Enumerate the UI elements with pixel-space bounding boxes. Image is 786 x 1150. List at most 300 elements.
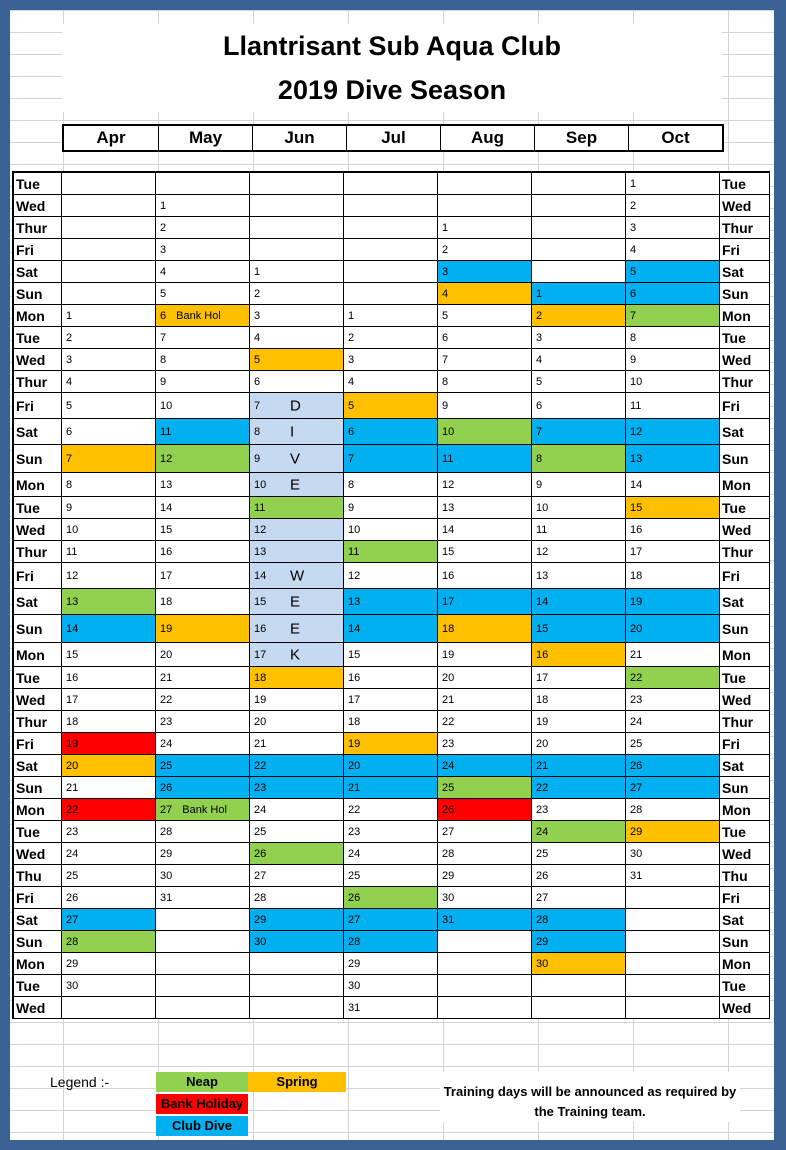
- date-cell-oct[interactable]: [626, 497, 720, 519]
- date-cell-oct[interactable]: [626, 589, 720, 615]
- date-cell-aug[interactable]: [438, 371, 532, 393]
- date-cell-may[interactable]: [156, 371, 250, 393]
- date-cell-may[interactable]: [156, 261, 250, 283]
- date-cell-aug[interactable]: [438, 239, 532, 261]
- date-cell-jun[interactable]: [250, 689, 344, 711]
- date-cell-jun[interactable]: [250, 615, 344, 643]
- date-cell-oct[interactable]: [626, 643, 720, 667]
- date-cell-aug[interactable]: [438, 843, 532, 865]
- date-cell-may[interactable]: [156, 755, 250, 777]
- date-cell-jun[interactable]: [250, 667, 344, 689]
- date-cell-jul[interactable]: [344, 755, 438, 777]
- date-cell-aug[interactable]: [438, 519, 532, 541]
- date-cell-aug[interactable]: [438, 305, 532, 327]
- date-cell-sep[interactable]: [532, 667, 626, 689]
- date-cell-may[interactable]: [156, 173, 250, 195]
- date-cell-jun[interactable]: [250, 473, 344, 497]
- date-cell-may[interactable]: [156, 997, 250, 1019]
- date-cell-jun[interactable]: [250, 541, 344, 563]
- date-cell-jun[interactable]: [250, 419, 344, 445]
- date-cell-may[interactable]: [156, 563, 250, 589]
- date-number: 13: [160, 478, 173, 491]
- legend-club-dive: Club Dive: [156, 1116, 248, 1136]
- date-cell-sep[interactable]: [532, 997, 626, 1019]
- date-cell-apr[interactable]: [62, 217, 156, 239]
- date-cell-jun[interactable]: [250, 953, 344, 975]
- date-cell-may[interactable]: [156, 327, 250, 349]
- date-cell-aug[interactable]: [438, 615, 532, 643]
- date-number: 16: [348, 671, 361, 684]
- date-cell-sep[interactable]: [532, 305, 626, 327]
- date-cell-may[interactable]: [156, 799, 250, 821]
- date-cell-oct[interactable]: [626, 173, 720, 195]
- date-cell-apr[interactable]: [62, 349, 156, 371]
- date-cell-jul[interactable]: [344, 217, 438, 239]
- date-cell-apr[interactable]: [62, 689, 156, 711]
- date-cell-sep[interactable]: [532, 173, 626, 195]
- calendar-row: [14, 305, 770, 327]
- date-cell-aug[interactable]: [438, 643, 532, 667]
- date-cell-sep[interactable]: [532, 777, 626, 799]
- date-cell-jul[interactable]: [344, 931, 438, 953]
- date-cell-jul[interactable]: [344, 733, 438, 755]
- date-cell-jun[interactable]: [250, 497, 344, 519]
- date-cell-jul[interactable]: [344, 519, 438, 541]
- date-cell-sep[interactable]: [532, 821, 626, 843]
- date-cell-oct[interactable]: [626, 541, 720, 563]
- date-cell-sep[interactable]: [532, 519, 626, 541]
- date-cell-aug[interactable]: [438, 777, 532, 799]
- date-cell-may[interactable]: [156, 643, 250, 667]
- date-cell-may[interactable]: [156, 519, 250, 541]
- calendar-row: [14, 349, 770, 371]
- date-cell-apr[interactable]: [62, 865, 156, 887]
- date-number: 20: [442, 671, 455, 684]
- date-cell-aug[interactable]: [438, 473, 532, 497]
- date-cell-jul[interactable]: [344, 419, 438, 445]
- date-cell-jul[interactable]: [344, 953, 438, 975]
- date-cell-sep[interactable]: [532, 327, 626, 349]
- date-cell-jun[interactable]: [250, 173, 344, 195]
- date-cell-apr[interactable]: [62, 283, 156, 305]
- weekday-label-left: Wed: [14, 689, 62, 711]
- date-cell-may[interactable]: [156, 843, 250, 865]
- date-cell-aug[interactable]: [438, 689, 532, 711]
- date-cell-apr[interactable]: [62, 843, 156, 865]
- date-cell-oct[interactable]: [626, 239, 720, 261]
- weekday-label-right: Sat: [720, 909, 770, 931]
- date-cell-may[interactable]: [156, 419, 250, 445]
- date-cell-aug[interactable]: [438, 173, 532, 195]
- date-number: 19: [254, 693, 267, 706]
- date-cell-oct[interactable]: [626, 733, 720, 755]
- date-cell-oct[interactable]: [626, 445, 720, 473]
- date-cell-jul[interactable]: [344, 541, 438, 563]
- calendar-row: [14, 865, 770, 887]
- date-cell-jun[interactable]: [250, 563, 344, 589]
- date-cell-oct[interactable]: [626, 821, 720, 843]
- date-cell-jul[interactable]: [344, 865, 438, 887]
- date-cell-oct[interactable]: [626, 975, 720, 997]
- date-cell-sep[interactable]: [532, 195, 626, 217]
- date-cell-apr[interactable]: [62, 953, 156, 975]
- date-cell-jul[interactable]: [344, 643, 438, 667]
- date-cell-jun[interactable]: [250, 865, 344, 887]
- date-cell-jul[interactable]: [344, 261, 438, 283]
- date-cell-jul[interactable]: [344, 563, 438, 589]
- date-number: 8: [630, 331, 637, 344]
- date-cell-apr[interactable]: [62, 589, 156, 615]
- date-cell-jul[interactable]: [344, 843, 438, 865]
- date-cell-sep[interactable]: [532, 563, 626, 589]
- date-number: 8: [442, 375, 449, 388]
- date-cell-jun[interactable]: [250, 371, 344, 393]
- date-cell-sep[interactable]: [532, 843, 626, 865]
- date-cell-aug[interactable]: [438, 261, 532, 283]
- calendar-row: [14, 371, 770, 393]
- weekday-label-right: Sat: [720, 589, 770, 615]
- date-cell-may[interactable]: [156, 953, 250, 975]
- date-cell-jun[interactable]: [250, 975, 344, 997]
- date-cell-may[interactable]: [156, 217, 250, 239]
- date-cell-jun[interactable]: [250, 909, 344, 931]
- date-cell-may[interactable]: [156, 195, 250, 217]
- date-cell-jun[interactable]: [250, 283, 344, 305]
- date-cell-jun[interactable]: [250, 821, 344, 843]
- date-cell-aug[interactable]: [438, 711, 532, 733]
- date-cell-oct[interactable]: [626, 371, 720, 393]
- calendar-row: [14, 327, 770, 349]
- date-cell-jul[interactable]: [344, 173, 438, 195]
- date-cell-apr[interactable]: [62, 445, 156, 473]
- date-cell-jun[interactable]: [250, 755, 344, 777]
- date-cell-apr[interactable]: [62, 887, 156, 909]
- weekday-label-right: Sat: [720, 755, 770, 777]
- date-cell-sep[interactable]: [532, 217, 626, 239]
- date-cell-jun[interactable]: [250, 843, 344, 865]
- date-cell-aug[interactable]: [438, 327, 532, 349]
- date-cell-aug[interactable]: [438, 865, 532, 887]
- date-cell-sep[interactable]: [532, 689, 626, 711]
- date-number: 15: [348, 648, 361, 661]
- date-cell-may[interactable]: [156, 541, 250, 563]
- date-number: 21: [442, 693, 455, 706]
- date-number: 23: [66, 825, 79, 838]
- date-cell-may[interactable]: [156, 931, 250, 953]
- date-cell-apr[interactable]: [62, 541, 156, 563]
- date-cell-sep[interactable]: [532, 473, 626, 497]
- date-cell-sep[interactable]: [532, 261, 626, 283]
- date-cell-sep[interactable]: [532, 541, 626, 563]
- date-cell-jul[interactable]: [344, 777, 438, 799]
- date-cell-aug[interactable]: [438, 445, 532, 473]
- date-cell-apr[interactable]: [62, 497, 156, 519]
- date-cell-sep[interactable]: [532, 865, 626, 887]
- date-cell-may[interactable]: [156, 975, 250, 997]
- date-cell-may[interactable]: [156, 667, 250, 689]
- date-cell-oct[interactable]: [626, 997, 720, 1019]
- date-cell-oct[interactable]: [626, 393, 720, 419]
- date-cell-apr[interactable]: [62, 239, 156, 261]
- date-cell-may[interactable]: [156, 865, 250, 887]
- date-number: 20: [254, 715, 267, 728]
- date-cell-jun[interactable]: [250, 349, 344, 371]
- date-cell-aug[interactable]: [438, 931, 532, 953]
- date-cell-jul[interactable]: [344, 909, 438, 931]
- date-cell-aug[interactable]: [438, 217, 532, 239]
- date-cell-may[interactable]: [156, 589, 250, 615]
- date-cell-jul[interactable]: [344, 615, 438, 643]
- date-cell-jun[interactable]: [250, 931, 344, 953]
- date-cell-sep[interactable]: [532, 283, 626, 305]
- date-cell-apr[interactable]: [62, 305, 156, 327]
- weekday-label-left: Thur: [14, 541, 62, 563]
- date-cell-oct[interactable]: [626, 931, 720, 953]
- date-cell-sep[interactable]: [532, 975, 626, 997]
- date-cell-oct[interactable]: [626, 711, 720, 733]
- date-cell-jul[interactable]: [344, 349, 438, 371]
- date-cell-may[interactable]: [156, 733, 250, 755]
- date-cell-jul[interactable]: [344, 821, 438, 843]
- date-cell-apr[interactable]: [62, 563, 156, 589]
- date-cell-jul[interactable]: [344, 799, 438, 821]
- date-number: 17: [66, 693, 79, 706]
- date-cell-sep[interactable]: [532, 615, 626, 643]
- date-cell-sep[interactable]: [532, 643, 626, 667]
- date-cell-aug[interactable]: [438, 563, 532, 589]
- date-cell-jul[interactable]: [344, 997, 438, 1019]
- date-cell-may[interactable]: [156, 497, 250, 519]
- date-cell-may[interactable]: [156, 393, 250, 419]
- date-cell-jul[interactable]: [344, 689, 438, 711]
- date-cell-may[interactable]: [156, 239, 250, 261]
- date-cell-may[interactable]: [156, 887, 250, 909]
- date-cell-aug[interactable]: [438, 821, 532, 843]
- date-cell-aug[interactable]: [438, 393, 532, 419]
- date-cell-apr[interactable]: [62, 615, 156, 643]
- date-cell-apr[interactable]: [62, 755, 156, 777]
- date-cell-oct[interactable]: [626, 195, 720, 217]
- date-cell-oct[interactable]: [626, 865, 720, 887]
- date-number: 24: [254, 803, 267, 816]
- date-cell-jun[interactable]: [250, 327, 344, 349]
- date-cell-apr[interactable]: [62, 393, 156, 419]
- date-cell-aug[interactable]: [438, 799, 532, 821]
- date-cell-jul[interactable]: [344, 239, 438, 261]
- date-cell-sep[interactable]: [532, 931, 626, 953]
- date-number: 16: [66, 671, 79, 684]
- date-cell-oct[interactable]: [626, 473, 720, 497]
- date-cell-oct[interactable]: [626, 519, 720, 541]
- date-cell-aug[interactable]: [438, 887, 532, 909]
- date-cell-may[interactable]: [156, 473, 250, 497]
- date-cell-apr[interactable]: [62, 821, 156, 843]
- date-cell-sep[interactable]: [532, 887, 626, 909]
- date-cell-oct[interactable]: [626, 777, 720, 799]
- date-number: 30: [348, 979, 361, 992]
- date-cell-jul[interactable]: [344, 975, 438, 997]
- date-cell-sep[interactable]: [532, 755, 626, 777]
- date-cell-may[interactable]: [156, 445, 250, 473]
- date-cell-oct[interactable]: [626, 953, 720, 975]
- date-cell-oct[interactable]: [626, 755, 720, 777]
- date-cell-jul[interactable]: [344, 327, 438, 349]
- date-cell-apr[interactable]: [62, 711, 156, 733]
- date-cell-sep[interactable]: [532, 239, 626, 261]
- date-cell-oct[interactable]: [626, 799, 720, 821]
- date-number: 17: [536, 671, 549, 684]
- date-cell-oct[interactable]: [626, 909, 720, 931]
- date-cell-aug[interactable]: [438, 909, 532, 931]
- date-cell-aug[interactable]: [438, 997, 532, 1019]
- date-cell-aug[interactable]: [438, 283, 532, 305]
- date-cell-aug[interactable]: [438, 953, 532, 975]
- date-cell-jul[interactable]: [344, 667, 438, 689]
- date-cell-apr[interactable]: [62, 473, 156, 497]
- date-cell-jul[interactable]: [344, 497, 438, 519]
- date-cell-apr[interactable]: [62, 975, 156, 997]
- date-cell-may[interactable]: [156, 711, 250, 733]
- date-cell-jul[interactable]: [344, 371, 438, 393]
- date-cell-aug[interactable]: [438, 419, 532, 445]
- date-cell-sep[interactable]: [532, 799, 626, 821]
- date-number: 30: [66, 979, 79, 992]
- date-number: 30: [254, 935, 267, 948]
- date-cell-jun[interactable]: [250, 195, 344, 217]
- calendar-row: [14, 777, 770, 799]
- date-cell-oct[interactable]: [626, 615, 720, 643]
- date-cell-jul[interactable]: [344, 473, 438, 497]
- date-cell-jun[interactable]: [250, 799, 344, 821]
- date-cell-oct[interactable]: [626, 327, 720, 349]
- date-cell-may[interactable]: [156, 283, 250, 305]
- date-cell-apr[interactable]: [62, 519, 156, 541]
- date-cell-aug[interactable]: [438, 589, 532, 615]
- date-cell-oct[interactable]: [626, 419, 720, 445]
- date-cell-may[interactable]: [156, 615, 250, 643]
- date-cell-jun[interactable]: [250, 643, 344, 667]
- date-cell-oct[interactable]: [626, 261, 720, 283]
- date-cell-jun[interactable]: [250, 519, 344, 541]
- weekday-label-left: Mon: [14, 953, 62, 975]
- date-cell-jun[interactable]: [250, 217, 344, 239]
- date-cell-may[interactable]: [156, 689, 250, 711]
- date-cell-apr[interactable]: [62, 931, 156, 953]
- date-cell-jun[interactable]: [250, 445, 344, 473]
- date-cell-may[interactable]: [156, 821, 250, 843]
- date-cell-jun[interactable]: [250, 261, 344, 283]
- date-cell-oct[interactable]: [626, 667, 720, 689]
- date-cell-sep[interactable]: [532, 909, 626, 931]
- date-cell-apr[interactable]: [62, 667, 156, 689]
- date-cell-sep[interactable]: [532, 419, 626, 445]
- date-cell-oct[interactable]: [626, 217, 720, 239]
- date-cell-oct[interactable]: [626, 305, 720, 327]
- date-cell-aug[interactable]: [438, 497, 532, 519]
- date-cell-jun[interactable]: [250, 393, 344, 419]
- date-cell-jun[interactable]: [250, 711, 344, 733]
- date-cell-aug[interactable]: [438, 195, 532, 217]
- weekday-label-right: Mon: [720, 473, 770, 497]
- date-cell-jul[interactable]: [344, 305, 438, 327]
- date-number: 2: [630, 199, 637, 212]
- date-cell-jul[interactable]: [344, 887, 438, 909]
- date-number: 15: [630, 501, 643, 514]
- date-cell-apr[interactable]: [62, 195, 156, 217]
- date-cell-apr[interactable]: [62, 799, 156, 821]
- date-cell-jun[interactable]: [250, 997, 344, 1019]
- date-cell-jun[interactable]: [250, 305, 344, 327]
- date-cell-jun[interactable]: [250, 239, 344, 261]
- date-cell-jun[interactable]: [250, 733, 344, 755]
- date-cell-apr[interactable]: [62, 419, 156, 445]
- date-cell-oct[interactable]: [626, 843, 720, 865]
- date-cell-sep[interactable]: [532, 733, 626, 755]
- date-cell-sep[interactable]: [532, 393, 626, 419]
- date-cell-may[interactable]: [156, 777, 250, 799]
- date-cell-apr[interactable]: [62, 997, 156, 1019]
- date-cell-apr[interactable]: [62, 261, 156, 283]
- date-cell-jul[interactable]: [344, 393, 438, 419]
- date-cell-may[interactable]: [156, 909, 250, 931]
- date-cell-oct[interactable]: [626, 887, 720, 909]
- date-cell-oct[interactable]: [626, 689, 720, 711]
- date-cell-oct[interactable]: [626, 563, 720, 589]
- date-cell-apr[interactable]: [62, 173, 156, 195]
- date-cell-sep[interactable]: [532, 445, 626, 473]
- date-cell-apr[interactable]: [62, 643, 156, 667]
- date-number: 7: [160, 331, 167, 344]
- date-cell-jul[interactable]: [344, 445, 438, 473]
- date-cell-may[interactable]: [156, 349, 250, 371]
- weekday-label-right: Sun: [720, 445, 770, 473]
- date-cell-jul[interactable]: [344, 589, 438, 615]
- date-cell-aug[interactable]: [438, 349, 532, 371]
- date-cell-jun[interactable]: [250, 589, 344, 615]
- calendar-row: [14, 821, 770, 843]
- date-cell-apr[interactable]: [62, 777, 156, 799]
- date-cell-aug[interactable]: [438, 733, 532, 755]
- date-cell-jun[interactable]: [250, 777, 344, 799]
- date-cell-sep[interactable]: [532, 711, 626, 733]
- date-cell-apr[interactable]: [62, 733, 156, 755]
- date-cell-aug[interactable]: [438, 667, 532, 689]
- date-cell-jul[interactable]: [344, 711, 438, 733]
- date-number: 11: [442, 452, 454, 465]
- date-cell-aug[interactable]: [438, 975, 532, 997]
- date-cell-apr[interactable]: [62, 327, 156, 349]
- date-cell-may[interactable]: [156, 305, 250, 327]
- date-cell-sep[interactable]: [532, 371, 626, 393]
- date-number: 6: [160, 309, 167, 322]
- date-cell-aug[interactable]: [438, 541, 532, 563]
- date-number: 18: [630, 569, 643, 582]
- date-cell-oct[interactable]: [626, 283, 720, 305]
- date-cell-aug[interactable]: [438, 755, 532, 777]
- date-cell-sep[interactable]: [532, 497, 626, 519]
- date-cell-oct[interactable]: [626, 349, 720, 371]
- date-cell-apr[interactable]: [62, 909, 156, 931]
- date-number: 8: [348, 478, 355, 491]
- date-cell-apr[interactable]: [62, 371, 156, 393]
- date-cell-jun[interactable]: [250, 887, 344, 909]
- date-cell-jul[interactable]: [344, 195, 438, 217]
- date-cell-sep[interactable]: [532, 589, 626, 615]
- date-cell-sep[interactable]: [532, 953, 626, 975]
- date-cell-jul[interactable]: [344, 283, 438, 305]
- date-cell-sep[interactable]: [532, 349, 626, 371]
- weekday-label-left: Thur: [14, 371, 62, 393]
